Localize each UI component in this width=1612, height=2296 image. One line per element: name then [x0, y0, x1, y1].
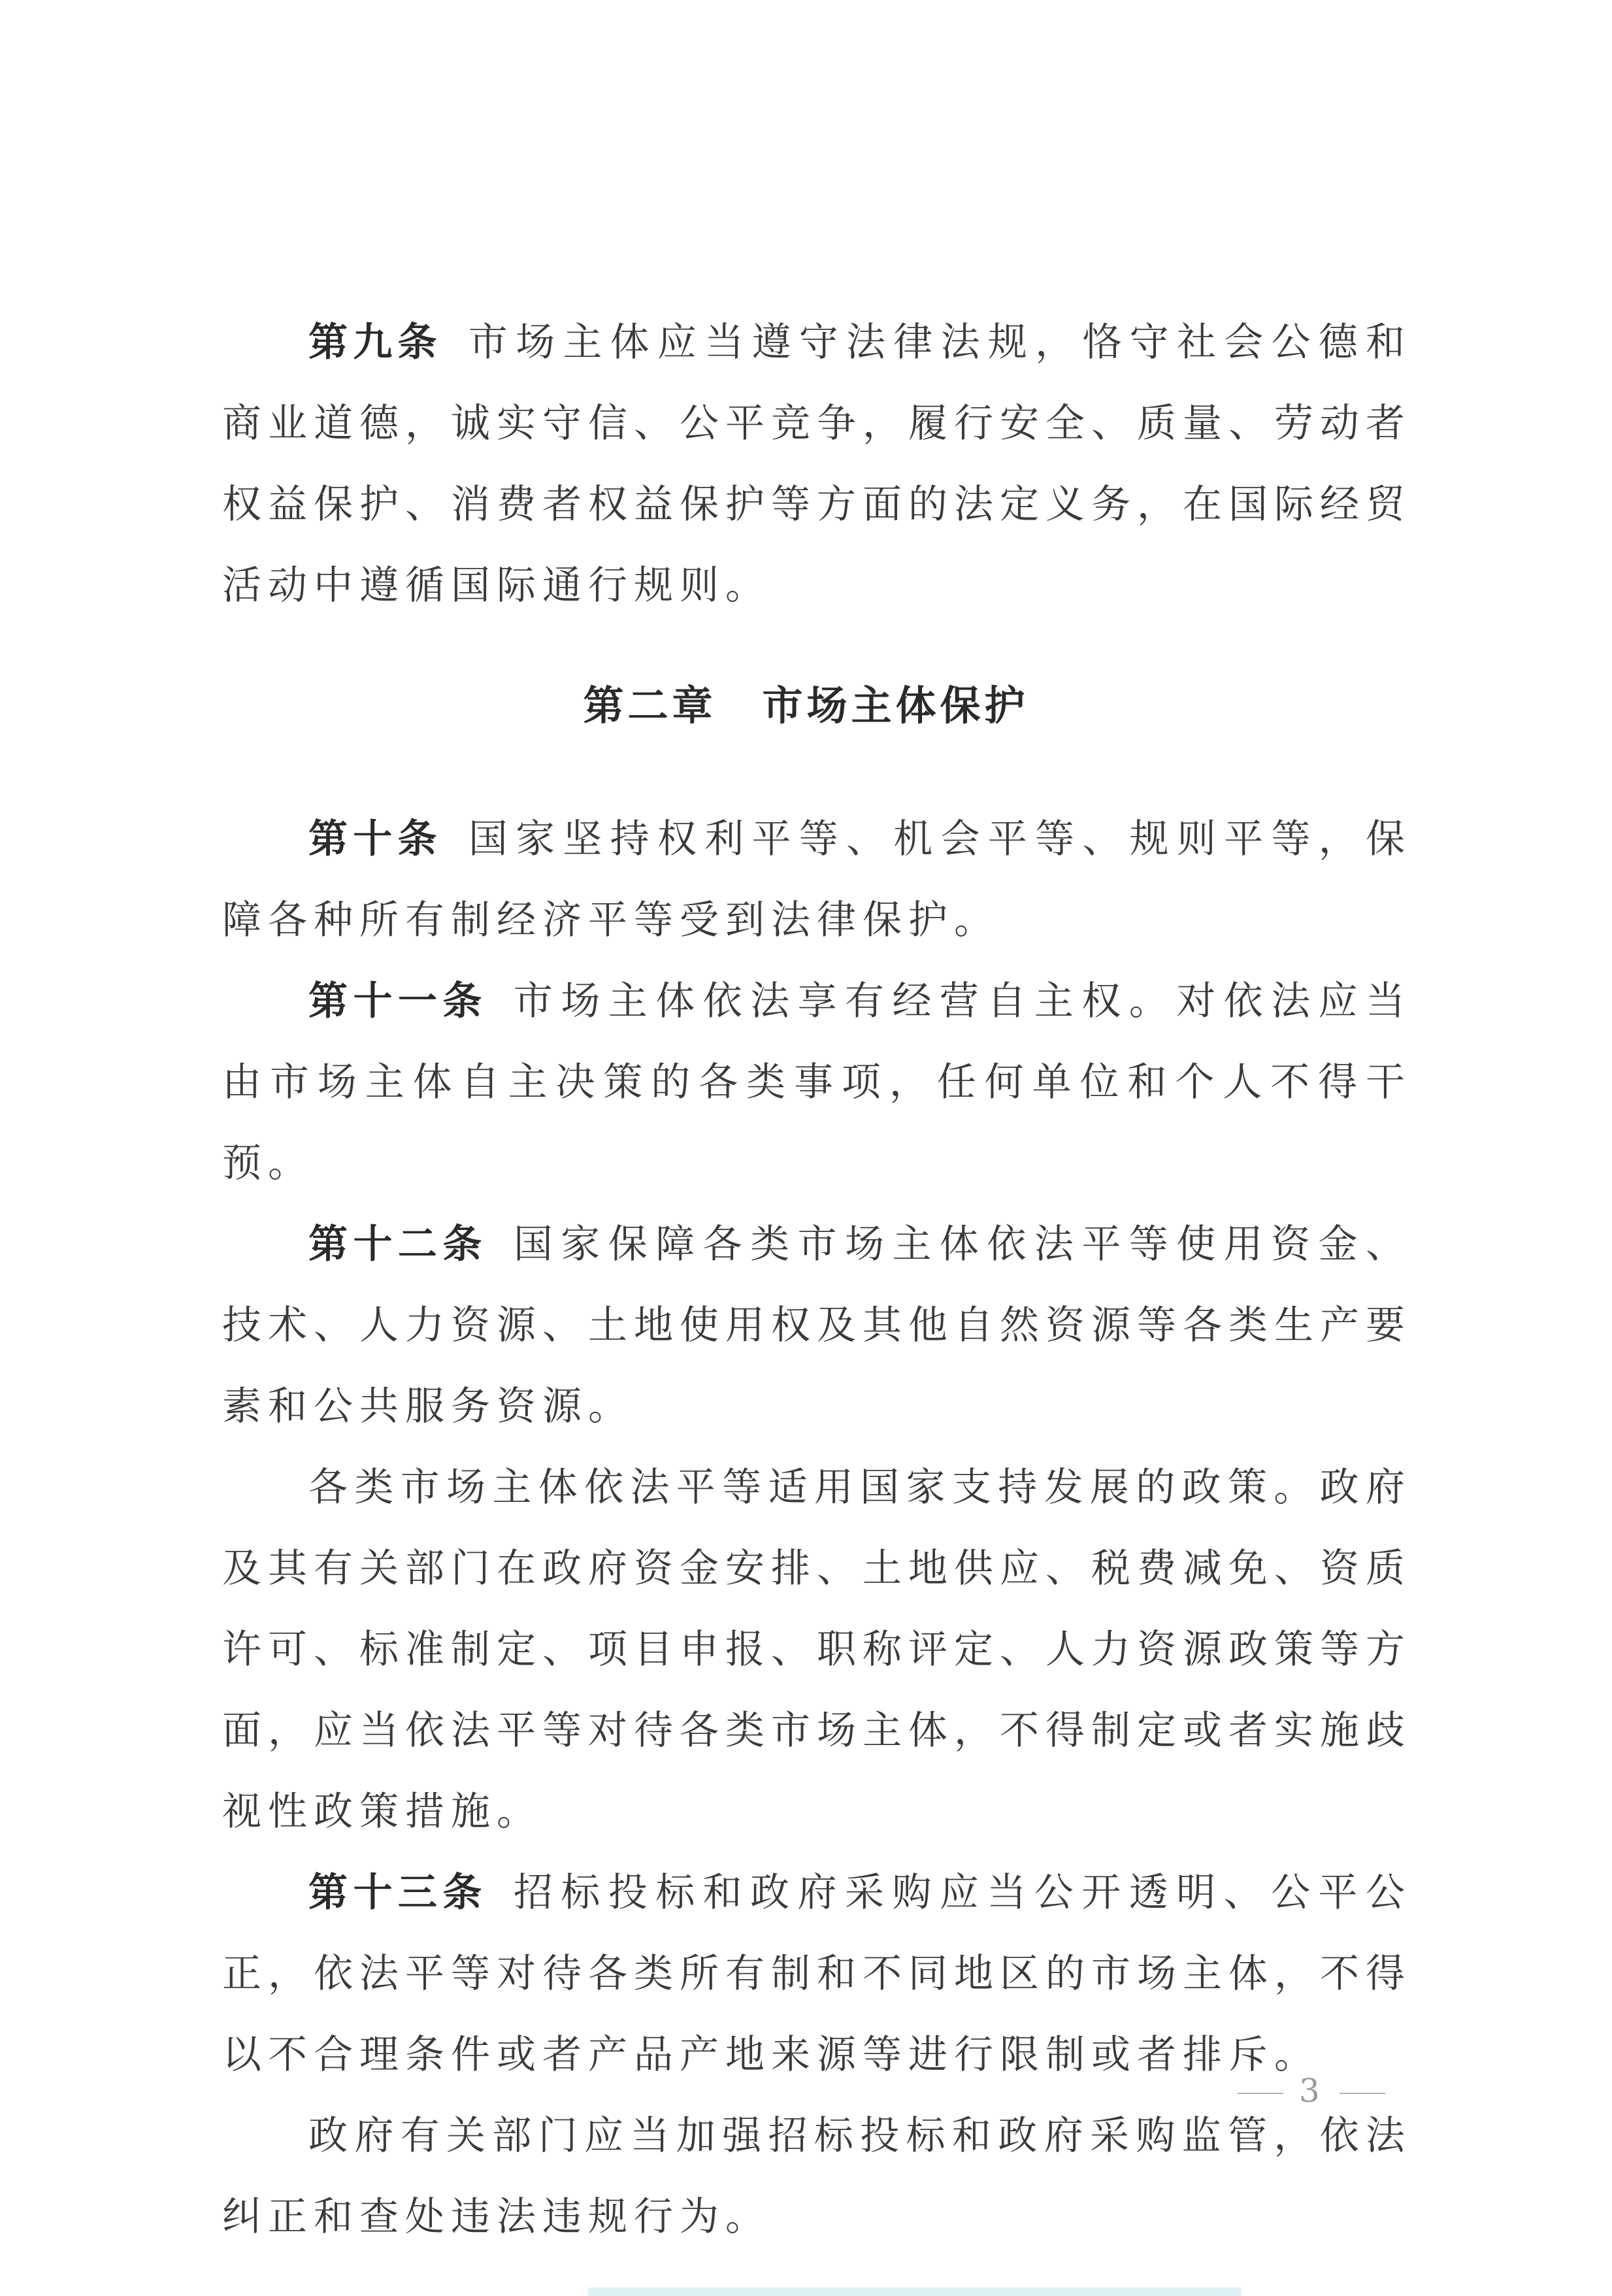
- article-label: 第九条: [308, 320, 442, 365]
- article-paragraph: [222, 961, 1411, 1204]
- article-text: 市场主体依法享有经营自主权。对依法应当由市场主体自主决策的各类事项，任何单位和个人不得干预。: [222, 978, 1412, 1186]
- article-text: 各类市场主体依法平等适用国家支持发展的政策。政府及其有关部门在政府资金安排、土地供应、税费减免、资质许可、标准制定、项目申报、职称评定、人力资源政策等方面，应当依法平等对待各类市场主体，不得制定或者实施歧视性政策措施。: [222, 1465, 1411, 1835]
- page-number-dash-right: [1340, 2093, 1385, 2094]
- article-text: 政府有关部门应当加强招标投标和政府采购监管，依法纠正和查处违法违规行为。: [222, 2113, 1411, 2240]
- article-section-top: [222, 302, 1411, 626]
- scan-edge-band: [588, 2288, 1242, 2296]
- page-number-dash-left: [1238, 2093, 1283, 2094]
- article-label: 第十三条: [308, 1870, 487, 1916]
- article-text: 国家坚持权利平等、机会平等、规则平等，保障各种所有制经济平等受到法律保护。: [222, 816, 1412, 943]
- article-section-main: [222, 799, 1411, 2257]
- article-text: 招标投标和政府采购应当公开透明、公平公正，依法平等对待各类所有制和不同地区的市场主体，不得以不合理条件或者产品产地来源等进行限制或者排斥。: [222, 1870, 1412, 2078]
- article-paragraph: [222, 302, 1411, 626]
- article-label: 第十条: [308, 816, 442, 862]
- chapter-heading: [0, 673, 1612, 731]
- article-paragraph: [222, 1447, 1411, 1852]
- article-paragraph: [222, 1852, 1411, 2095]
- page-number-value: 3: [1299, 2072, 1324, 2110]
- article-text: 国家保障各类市场主体依法平等使用资金、技术、人力资源、土地使用权及其他自然资源等各类生产要素和公共服务资源。: [222, 1222, 1412, 1429]
- article-paragraph: [222, 799, 1411, 961]
- chapter-title: 市场主体保护: [762, 682, 1029, 729]
- article-label: 第十二条: [308, 1222, 487, 1267]
- article-paragraph: [222, 1204, 1411, 1447]
- page-number: [1222, 2072, 1401, 2110]
- article-paragraph: [222, 2095, 1411, 2257]
- article-label: 第十一条: [308, 978, 487, 1024]
- chapter-number: 第二章: [583, 682, 717, 729]
- article-text: 市场主体应当遵守法律法规，恪守社会公德和商业道德，诚实守信、公平竞争，履行安全、质量、劳动者权益保护、消费者权益保护等方面的法定义务，在国际经贸活动中遵循国际通行规则。: [222, 320, 1412, 608]
